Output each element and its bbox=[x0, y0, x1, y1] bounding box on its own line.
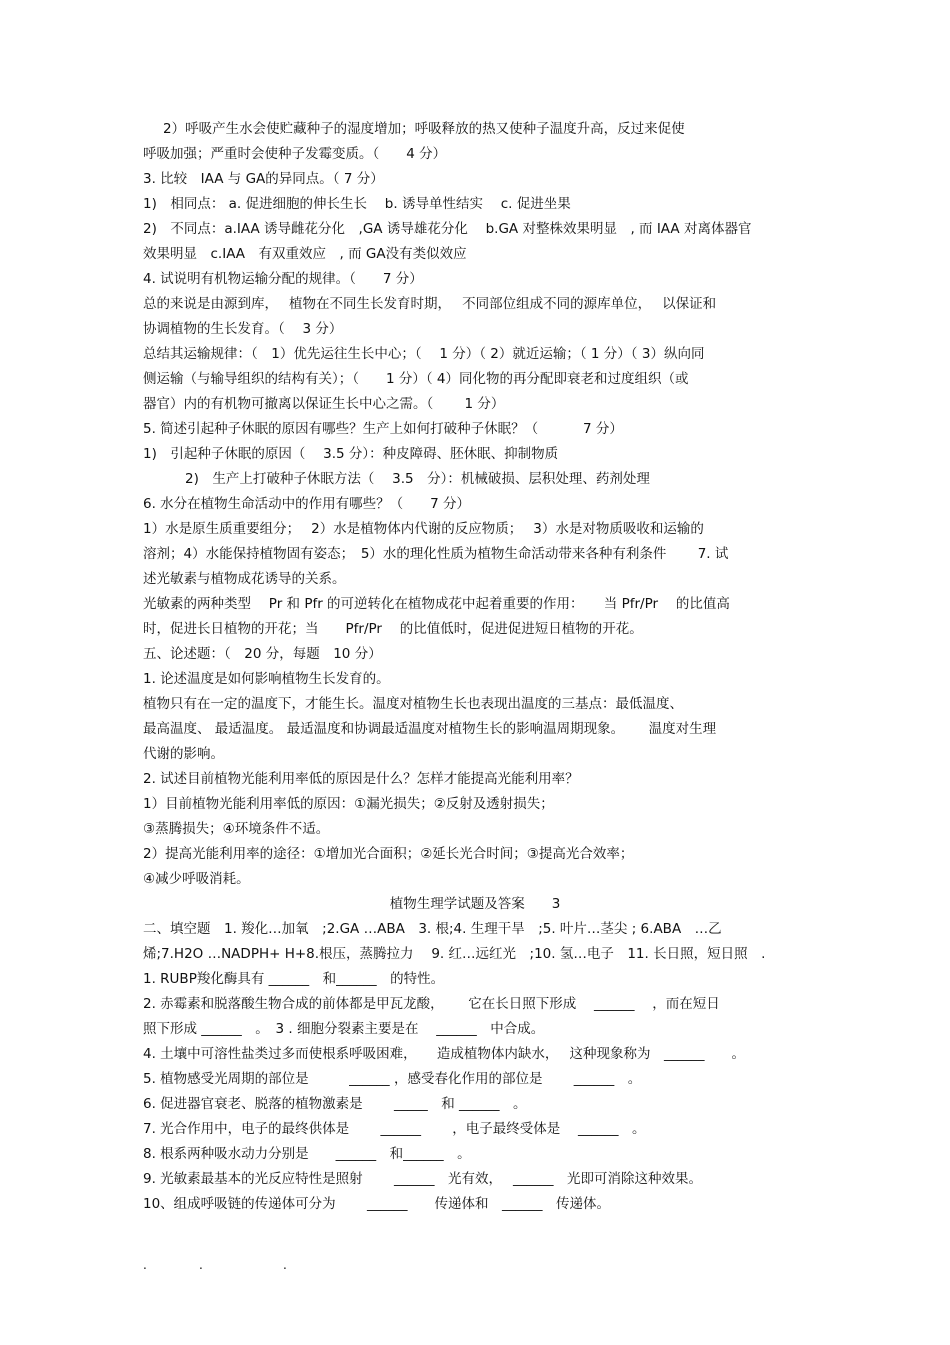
question-heading: 2. 试述目前植物光能利用率低的原因是什么？怎样才能提高光能利用率？ bbox=[143, 771, 579, 787]
footer-dot: . bbox=[199, 1258, 203, 1272]
text-line: 1) 相同点： a. 促进细胞的伸长生长 b. 诱导单性结实 c. 促进坐果 bbox=[143, 196, 571, 212]
text-line: 协调植物的生长发育。（ 3 分） bbox=[143, 321, 343, 337]
answer-line: 二、填空题 1. 羧化…加氧 ;2.GA …ABA 3. 根;4. 生理干旱 ;5. 叶片…茎尖 ; 6.ABA …乙 bbox=[143, 921, 722, 937]
question-heading: 1. 论述温度是如何影响植物生长发育的。 bbox=[143, 671, 390, 687]
section-heading: 五、论述题：（ 20 分，每题 10 分） bbox=[143, 646, 382, 662]
text-line: 呼吸加强；严重时会使种子发霉变质。（ 4 分） bbox=[143, 146, 447, 162]
question-heading: 4. 试说明有机物运输分配的规律。（ 7 分） bbox=[143, 271, 423, 287]
fill-blank-question: 9. 光敏素最基本的光反应特性是照射 ______ 光有效， ______ 光即可消除这种效果。 bbox=[143, 1171, 703, 1187]
text-line: 1）目前植物光能利用率低的原因：①漏光损失；②反射及透射损失； bbox=[143, 796, 554, 812]
text-line: 代谢的影响。 bbox=[143, 746, 224, 762]
page-title: 植物生理学试题及答案 3 bbox=[389, 896, 561, 912]
text-line: 2）提高光能利用率的途径：①增加光合面积；②延长光合时间；③提高光合效率； bbox=[143, 846, 634, 862]
fill-blank-question: 7. 光合作用中，电子的最终供体是 ______ ，电子最终受体是 ______ 。 bbox=[143, 1121, 646, 1137]
text-line: 器官）内的有机物可撤离以保证生长中心之需。（ 1 分） bbox=[143, 396, 505, 412]
fill-blank-question: 2. 赤霉素和脱落酸生物合成的前体都是甲瓦龙酸， 它在长日照下形成 ______ ，而在短日 bbox=[143, 996, 720, 1012]
text-line: 植物只有在一定的温度下，才能生长。温度对植物生长也表现出温度的三基点：最低温度、 bbox=[143, 696, 683, 712]
text-line: 2) 生产上打破种子休眠方法（ 3.5 分）：机械破损、层积处理、药剂处理 bbox=[185, 471, 650, 487]
text-line: 总的来说是由源到库， 植物在不同生长发育时期， 不同部位组成不同的源库单位， 以保证和 bbox=[143, 296, 717, 312]
fill-blank-question: 4. 土壤中可溶性盐类过多而使根系呼吸困难， 造成植物体内缺水， 这种现象称为 ______ 。 bbox=[143, 1046, 745, 1062]
text-line: 时，促进长日植物的开花；当 Pfr/Pr 的比值低时，促进促进短日植物的开花。 bbox=[143, 621, 643, 637]
answer-line: 烯;7.H2O …NADPH+ H+8.根压，蒸腾拉力 9. 红…远红光 ;10. 氢…电子 11. 长日照，短日照 . bbox=[143, 946, 766, 962]
text-line: 1) 引起种子休眠的原因（ 3.5 分）：种皮障碍、胚休眠、抑制物质 bbox=[143, 446, 559, 462]
text-line: 最高温度、 最适温度。 最适温度和协调最适温度对植物生长的影响温周期现象。 温度对生理 bbox=[143, 721, 717, 737]
text-line: 2）呼吸产生水会使贮藏种子的湿度增加；呼吸释放的热又使种子温度升高，反过来促使 bbox=[163, 121, 685, 137]
text-line: 效果明显 c.IAA 有双重效应 , 而 GA没有类似效应 bbox=[143, 246, 467, 262]
text-line: 总结其运输规律：（ 1）优先运往生长中心；（ 1 分）（ 2）就近运输；（ 1 分）（ 3）纵向同 bbox=[143, 346, 705, 362]
text-line: 1）水是原生质重要组分； 2）水是植物体内代谢的反应物质； 3）水是对物质吸收和运输的 bbox=[143, 521, 704, 537]
text-line: 溶剂；4）水能保持植物固有姿态； 5）水的理化性质为植物生命活动带来各种有利条件 7. 试 bbox=[143, 546, 729, 562]
fill-blank-question: 6. 促进器官衰老、脱落的植物激素是 _____ 和 ______ 。 bbox=[143, 1096, 527, 1112]
question-heading: 5. 简述引起种子休眠的原因有哪些？生产上如何打破种子休眠？（ 7 分） bbox=[143, 421, 623, 437]
fill-blank-question: 5. 植物感受光周期的部位是 ______ ，感受春化作用的部位是 ______ 。 bbox=[143, 1071, 642, 1087]
fill-blank-question: 1. RUBP羧化酶具有 ______ 和______ 的特性。 bbox=[143, 971, 445, 987]
text-line: ③蒸腾损失；④环境条件不适。 bbox=[143, 821, 330, 837]
text-line: 光敏素的两种类型 Pr 和 Pfr 的可逆转化在植物成花中起着重要的作用： 当 Pfr/Pr 的比值高 bbox=[143, 596, 730, 612]
fill-blank-question: 10、组成呼吸链的传递体可分为 ______ 传递体和 ______ 传递体。 bbox=[143, 1196, 610, 1212]
text-line: 述光敏素与植物成花诱导的关系。 bbox=[143, 571, 346, 587]
text-line: 侧运输（与输导组织的结构有关）；（ 1 分）（ 4）同化物的再分配即衰老和过度组织（或 bbox=[143, 371, 689, 387]
fill-blank-question: 照下形成 ______ 。 3 . 细胞分裂素主要是在 ______ 中合成。 bbox=[143, 1021, 545, 1037]
footer-dot: . bbox=[143, 1258, 147, 1272]
question-heading: 3. 比较 IAA 与 GA的异同点。（ 7 分） bbox=[143, 171, 384, 187]
fill-blank-question: 8. 根系两种吸水动力分别是 ______ 和______ 。 bbox=[143, 1146, 471, 1162]
text-line: 2) 不同点：a.IAA 诱导雌花分化 ,GA 诱导雄花分化 b.GA 对整株效果明显 , 而 IAA 对离体器官 bbox=[143, 221, 752, 237]
footer-dot: . bbox=[283, 1258, 287, 1272]
text-line: ④减少呼吸消耗。 bbox=[143, 871, 250, 887]
question-heading: 6. 水分在植物生命活动中的作用有哪些？（ 7 分） bbox=[143, 496, 471, 512]
